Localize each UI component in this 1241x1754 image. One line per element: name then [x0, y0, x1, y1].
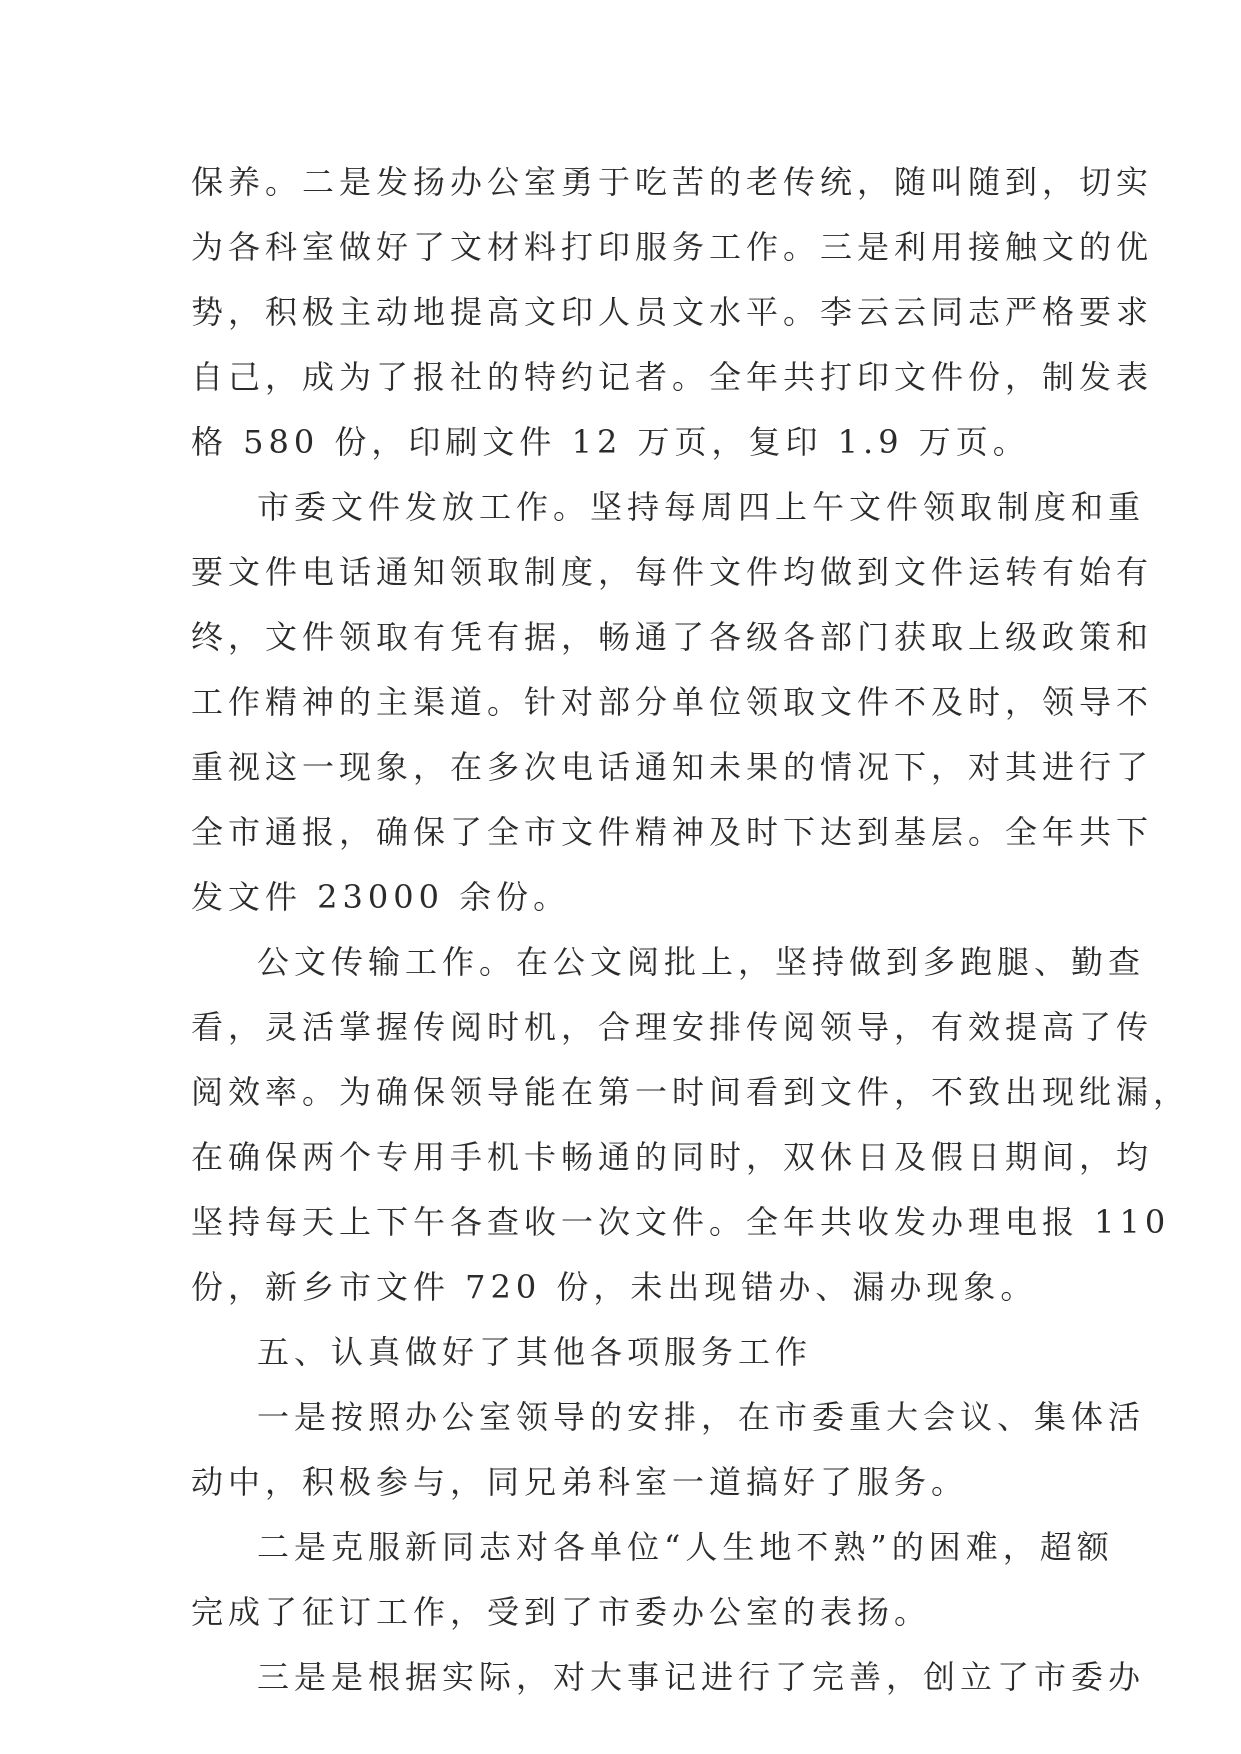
paragraph-first-line: 公文传输工作。在公文阅批上，坚持做到多跑腿、勤查	[257, 943, 1146, 981]
text-line: 份，新乡市文件 720 份，未出现错办、漏办现象。	[191, 1268, 1038, 1306]
paragraph-first-line: 一是按照办公室领导的安排，在市委重大会议、集体活	[257, 1398, 1146, 1436]
text-line: 终，文件领取有凭有据，畅通了各级各部门获取上级政策和	[191, 618, 1154, 656]
text-line: 重视这一现象，在多次电话通知未果的情况下，对其进行了	[191, 748, 1154, 786]
text-line: 在确保两个专用手机卡畅通的同时，双休日及假日期间，均	[191, 1138, 1154, 1176]
document-body	[191, 150, 1191, 1710]
text-line: 势，积极主动地提高文印人员文水平。李云云同志严格要求	[191, 293, 1154, 331]
text-line: 坚持每天上下午各查收一次文件。全年共收发办理电报 110	[191, 1203, 1171, 1241]
text-line: 动中，积极参与，同兄弟科室一道搞好了服务。	[191, 1463, 969, 1501]
section-heading: 五、认真做好了其他各项服务工作	[257, 1333, 813, 1371]
text-line: 发文件 23000 余份。	[191, 878, 571, 916]
text-line: 工作精神的主渠道。针对部分单位领取文件不及时，领导不	[191, 683, 1154, 721]
paragraph-first-line: 市委文件发放工作。坚持每周四上午文件领取制度和重	[257, 488, 1146, 526]
text-line: 保养。二是发扬办公室勇于吃苦的老传统，随叫随到，切实	[191, 163, 1154, 201]
paragraph-first-line: 三是是根据实际，对大事记进行了完善，创立了市委办	[257, 1658, 1146, 1696]
text-line: 看，灵活掌握传阅时机，合理安排传阅领导，有效提高了传	[191, 1008, 1154, 1046]
text-line: 阅效率。为确保领导能在第一时间看到文件，不致出现纰漏，	[191, 1073, 1191, 1111]
text-line: 自己，成为了报社的特约记者。全年共打印文件份，制发表	[191, 358, 1154, 396]
text-line: 要文件电话通知领取制度，每件文件均做到文件运转有始有	[191, 553, 1154, 591]
paragraph-first-line: 二是克服新同志对各单位“人生地不熟”的困难，超额	[257, 1528, 1114, 1566]
text-line: 全市通报，确保了全市文件精神及时下达到基层。全年共下	[191, 813, 1154, 851]
text-line: 为各科室做好了文材料打印服务工作。三是利用接触文的优	[191, 228, 1154, 266]
text-line: 完成了征订工作，受到了市委办公室的表扬。	[191, 1593, 932, 1631]
text-line: 格 580 份，印刷文件 12 万页，复印 1.9 万页。	[191, 423, 1030, 461]
